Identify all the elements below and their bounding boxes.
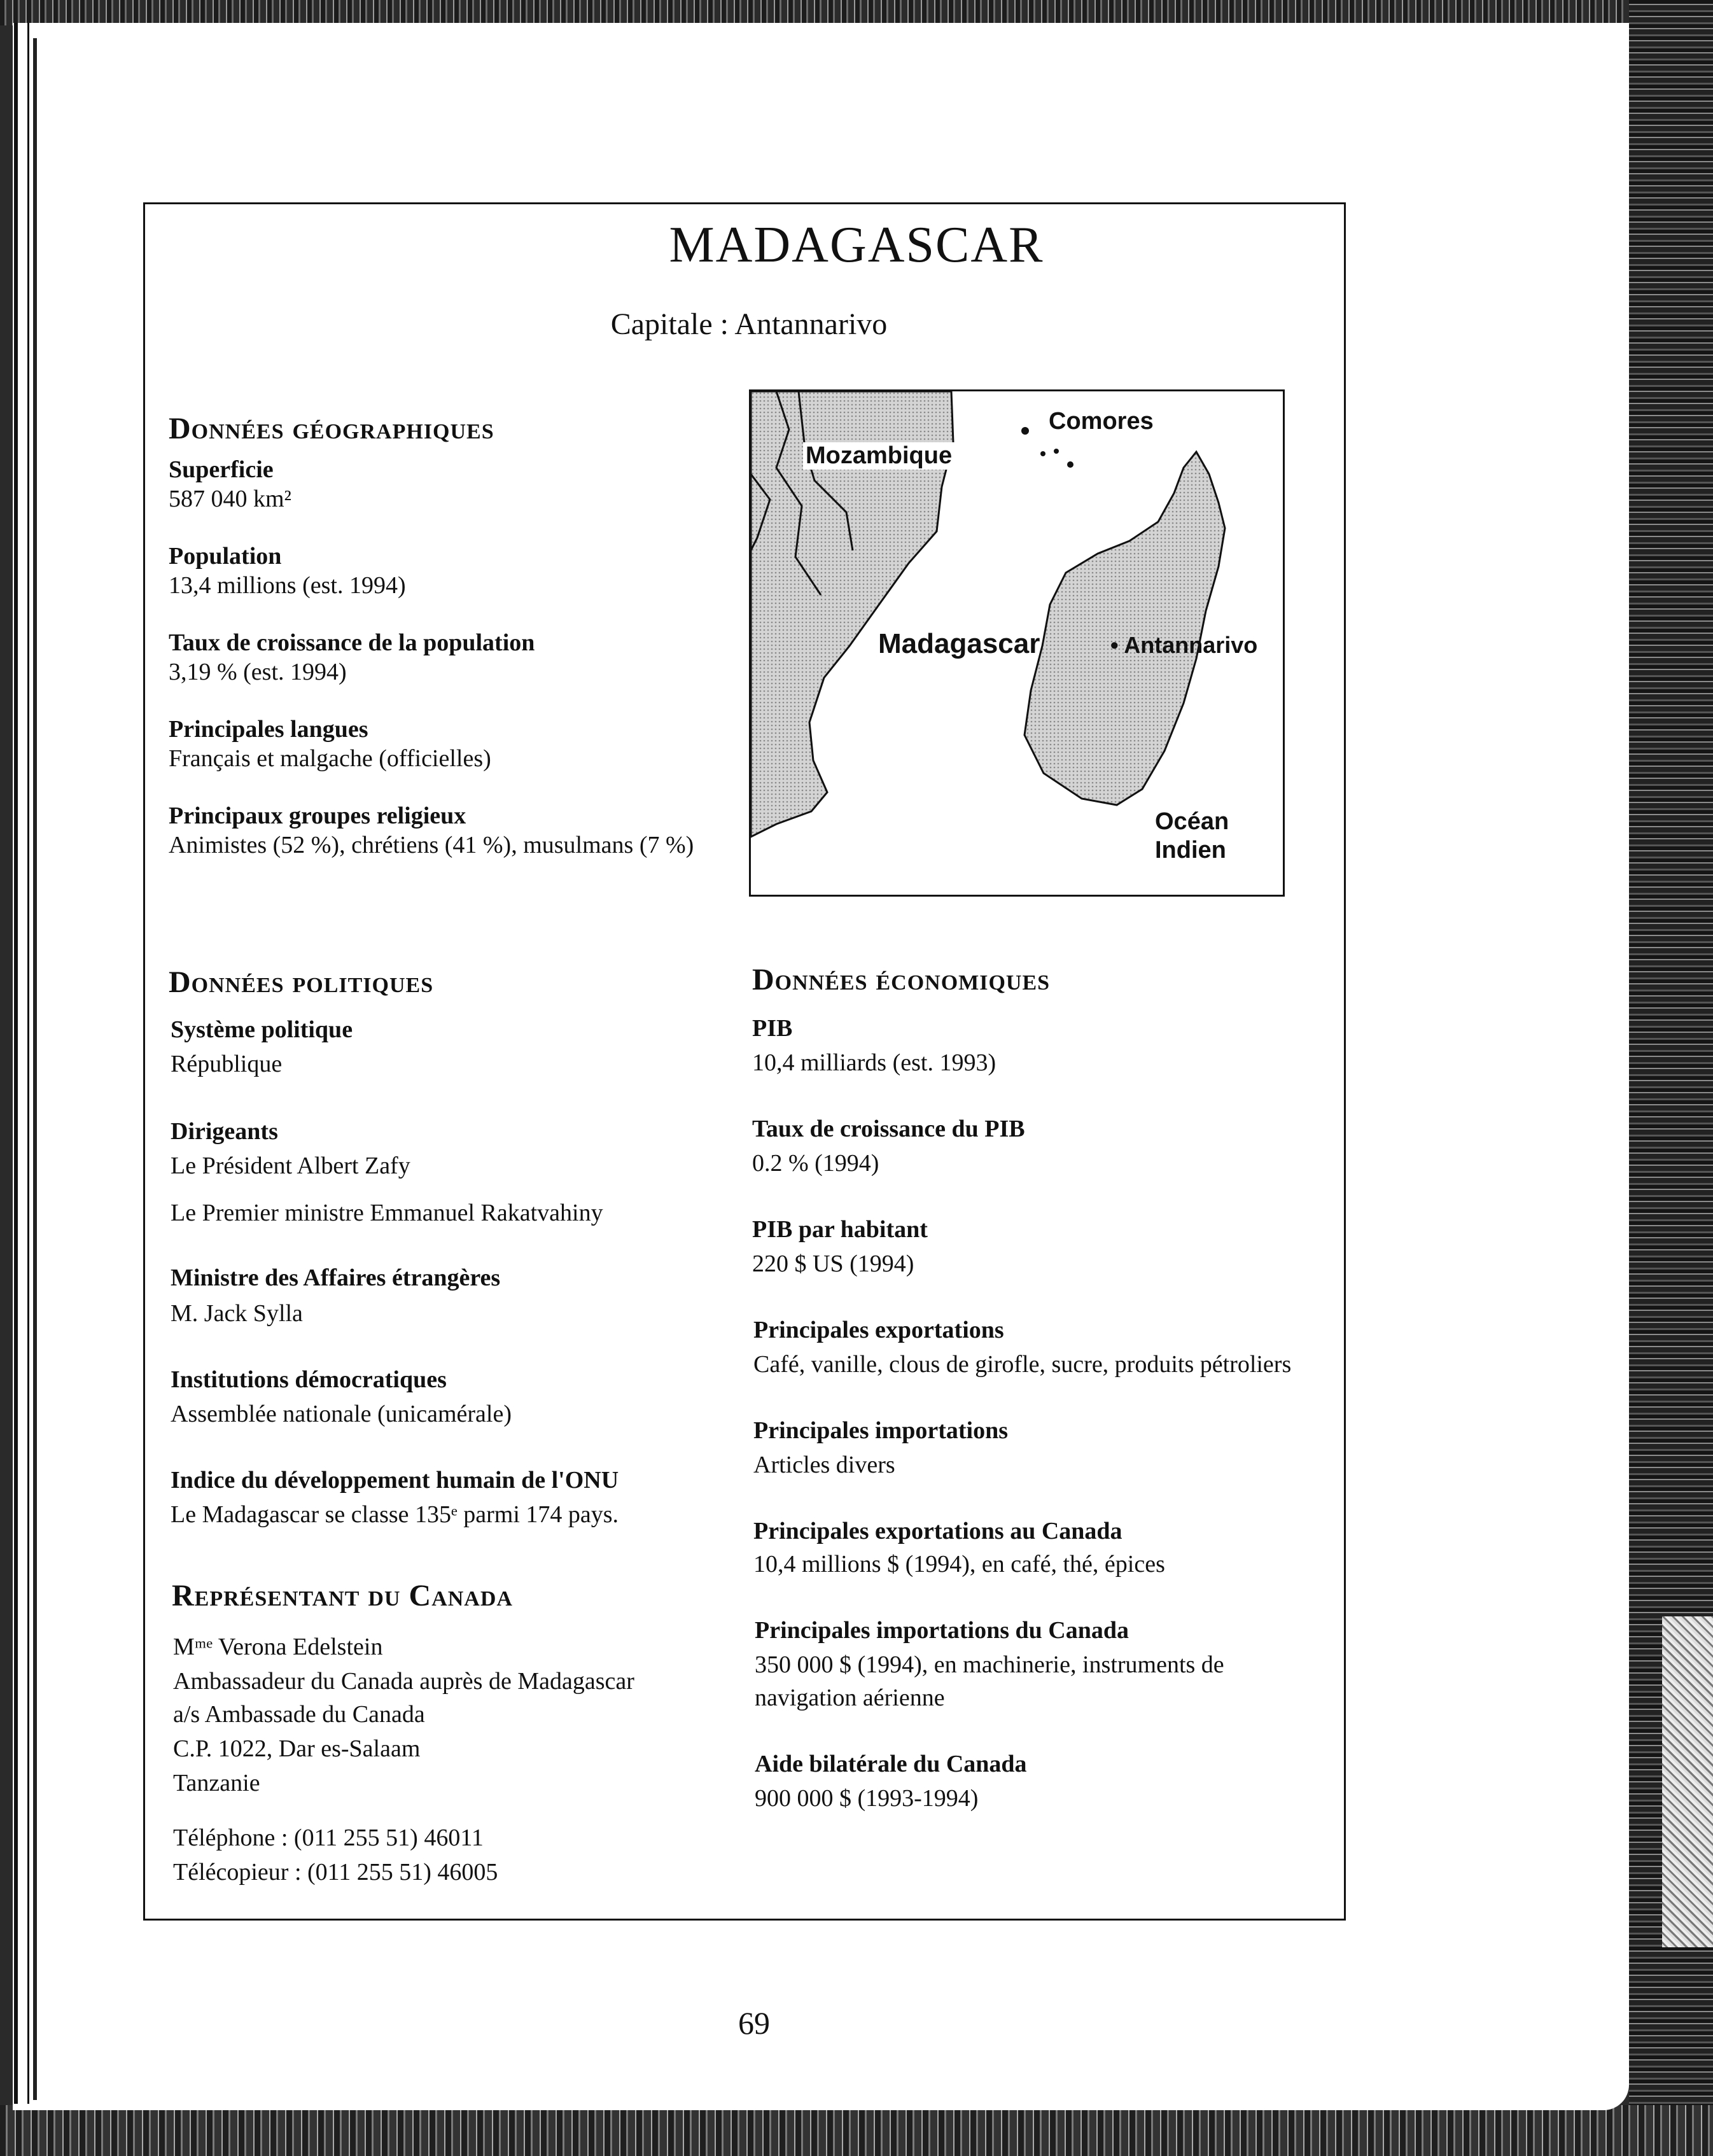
representative-heading: Représentant du Canada (172, 1579, 513, 1613)
representative-country: Tanzanie (173, 1770, 260, 1796)
geo-value-area: 587 040 km² (169, 486, 291, 512)
economy-value-imports-canada: 350 000 $ (1994), en machinerie, instruments de (755, 1651, 1224, 1678)
economy-heading: Données économiques (752, 963, 1051, 997)
geo-label-population: Population (169, 543, 282, 570)
economy-label-gdp: PIB (752, 1015, 793, 1042)
representative-name: Mᵐᵉ Verona Edelstein (173, 1634, 383, 1660)
map-label-comores: Comores (1049, 408, 1154, 435)
geo-heading: Données géographiques (169, 412, 494, 445)
economy-value-gdp: 10,4 milliards (est. 1993) (752, 1049, 996, 1076)
geo-label-religions: Principaux groupes religieux (169, 802, 466, 829)
economy-value-exports-canada: 10,4 millions $ (1994), en café, thé, épices (753, 1551, 1165, 1578)
map-label-capital: • Antannarivo (1110, 632, 1258, 658)
geo-label-area: Superficie (169, 456, 274, 483)
page-title: MADAGASCAR (669, 217, 1044, 273)
geo-label-languages: Principales langues (169, 716, 368, 743)
politics-label-leaders: Dirigeants (171, 1118, 278, 1145)
economy-label-exports: Principales exportations (753, 1317, 1004, 1343)
scan-noise-patch (1662, 1616, 1713, 1947)
page-binding-line (33, 38, 37, 2100)
comoros-islet (1067, 461, 1073, 468)
economy-value-gdp-growth: 0.2 % (1994) (752, 1150, 879, 1177)
madagascar-island (1024, 452, 1225, 805)
politics-label-institutions: Institutions démocratiques (171, 1366, 447, 1393)
geo-value-languages: Français et malgache (officielles) (169, 745, 491, 772)
economy-value-exports: Café, vanille, clous de girofle, sucre, produits pétroliers (753, 1351, 1292, 1378)
politics-heading: Données politiques (169, 965, 434, 999)
economy-label-imports: Principales importations (753, 1417, 1009, 1444)
representative-address-1: a/s Ambassade du Canada (173, 1701, 425, 1728)
map-label-ocean-2: Indien (1155, 837, 1226, 864)
economy-value-imports-canada-cont: navigation aérienne (755, 1684, 945, 1711)
scan-edge-top (0, 0, 1713, 25)
politics-value-foreign-minister: M. Jack Sylla (171, 1300, 303, 1327)
geo-value-religions: Animistes (52 %), chrétiens (41 %), musulmans (7 %) (169, 832, 694, 858)
comoros-islet (1021, 427, 1029, 435)
economy-label-gdp-growth: Taux de croissance du PIB (752, 1116, 1025, 1142)
comoros-islet (1054, 449, 1059, 454)
politics-value-prime-minister: Le Premier ministre Emmanuel Rakatvahiny (171, 1200, 603, 1226)
economy-value-gdp-per-capita: 220 $ US (1994) (752, 1250, 914, 1277)
representative-fax: Télécopieur : (011 255 51) 46005 (173, 1859, 498, 1886)
map-label-mozambique: Mozambique (803, 442, 954, 470)
representative-phone: Téléphone : (011 255 51) 46011 (173, 1824, 484, 1851)
comoros-islet (1040, 451, 1045, 456)
politics-value-hdi: Le Madagascar se classe 135ᵉ parmi 174 pays. (171, 1501, 619, 1528)
geo-value-population: 13,4 millions (est. 1994) (169, 572, 406, 599)
politics-value-institutions: Assemblée nationale (unicamérale) (171, 1401, 512, 1427)
representative-address-2: C.P. 1022, Dar es-Salaam (173, 1735, 421, 1762)
capital-line: Capitale : Antannarivo (610, 307, 888, 341)
economy-label-exports-canada: Principales exportations au Canada (753, 1518, 1122, 1544)
page-number: 69 (738, 2005, 770, 2041)
economy-label-aid: Aide bilatérale du Canada (755, 1751, 1027, 1777)
map-label-madagascar: Madagascar (878, 628, 1040, 659)
economy-value-aid: 900 000 $ (1993-1994) (755, 1785, 979, 1812)
scan-edge-bottom (0, 2105, 1713, 2156)
map-label-ocean-1: Océan (1155, 808, 1229, 835)
economy-label-imports-canada: Principales importations du Canada (755, 1617, 1129, 1644)
politics-label-system: Système politique (171, 1016, 353, 1043)
politics-value-system: République (171, 1051, 283, 1077)
region-map (749, 389, 1285, 897)
economy-label-gdp-per-capita: PIB par habitant (752, 1216, 928, 1243)
economy-value-imports: Articles divers (753, 1452, 895, 1478)
politics-label-foreign-minister: Ministre des Affaires étrangères (171, 1264, 501, 1291)
geo-label-growth: Taux de croissance de la population (169, 629, 535, 656)
representative-title: Ambassadeur du Canada auprès de Madagascar (173, 1668, 634, 1695)
politics-value-president: Le Président Albert Zafy (171, 1152, 410, 1179)
politics-label-hdi: Indice du développement humain de l'ONU (171, 1467, 619, 1494)
geo-value-growth: 3,19 % (est. 1994) (169, 659, 347, 685)
